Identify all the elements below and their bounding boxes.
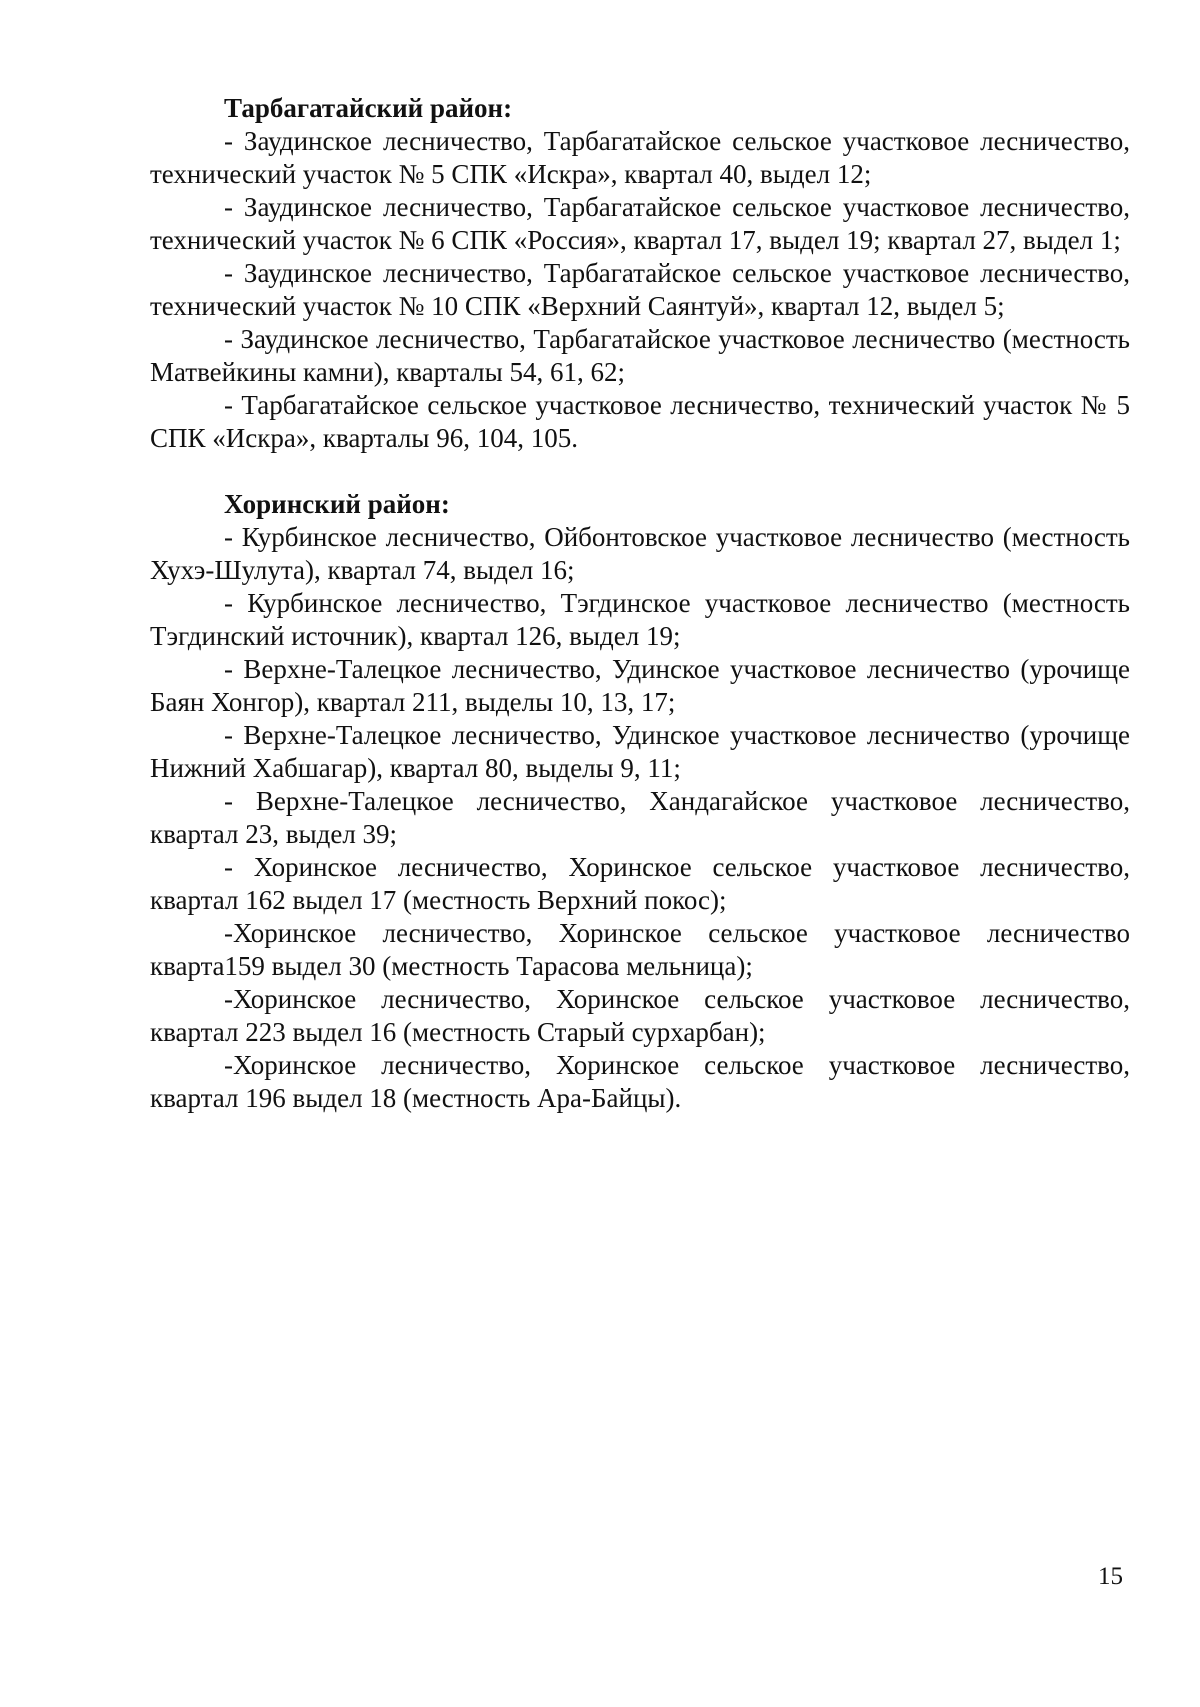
list-item: -Хоринское лесничество, Хоринское сельское участковое лесничество квартa159 выдел 30 (местность Тарасова мельница);: [150, 918, 1130, 981]
list-item: - Верхне-Талецкое лесничество, Удинское участковое лесничество (урочище Баян Хонгор), квартал 211, выделы 10, 13, 17;: [150, 654, 1130, 717]
list-item: - Курбинское лесничество, Тэгдинское участковое лесничество (местность Тэгдинский источник), квартал 126, выдел 19;: [150, 588, 1130, 651]
list-item: - Тарбагатайское сельское участковое лесничество, технический участок № 5 СПК «Искра», кварталы 96, 104, 105.: [150, 390, 1130, 453]
list-item: - Заудинское лесничество, Тарбагатайское сельское участковое лесничество, технический участок № 5 СПК «Искра», квартал 40, выдел 12;: [150, 126, 1130, 189]
list-item: - Заудинское лесничество, Тарбагатайское участковое лесничество (местность Матвейкины камни), кварталы 54, 61, 62;: [150, 324, 1130, 387]
list-item: -Хоринское лесничество, Хоринское сельское участковое лесничество, квартал 223 выдел 16 (местность Старый сурхарбан);: [150, 984, 1130, 1047]
list-item: - Хоринское лесничество, Хоринское сельское участковое лесничество, квартал 162 выдел 17 (местность Верхний покос);: [150, 852, 1130, 915]
page-number: 15: [1098, 1563, 1123, 1590]
section-heading: Тарбагатайский район:: [224, 93, 513, 123]
document-body: [150, 92, 1130, 1115]
section-heading: Хоринский район:: [224, 489, 450, 519]
list-item: - Заудинское лесничество, Тарбагатайское сельское участковое лесничество, технический участок № 6 СПК «Россия», квартал 17, выдел 19; квартал 27, выдел 1;: [150, 192, 1130, 255]
list-item: - Курбинское лесничество, Ойбонтовское участковое лесничество (местность Хухэ-Шулута), квартал 74, выдел 16;: [150, 522, 1130, 585]
section-khorinsk: [150, 488, 1130, 1115]
section-tarbagatai: [150, 92, 1130, 455]
list-item: - Заудинское лесничество, Тарбагатайское сельское участковое лесничество, технический участок № 10 СПК «Верхний Саянтуй», квартал 12, выдел 5;: [150, 258, 1130, 321]
list-item: -Хоринское лесничество, Хоринское сельское участковое лесничество, квартал 196 выдел 18 (местность Ара-Байцы).: [150, 1050, 1130, 1113]
list-item: - Верхне-Талецкое лесничество, Хандагайское участковое лесничество, квартал 23, выдел 39;: [150, 786, 1130, 849]
list-item: - Верхне-Талецкое лесничество, Удинское участковое лесничество (урочище Нижний Хабшагар), квартал 80, выделы 9, 11;: [150, 720, 1130, 783]
